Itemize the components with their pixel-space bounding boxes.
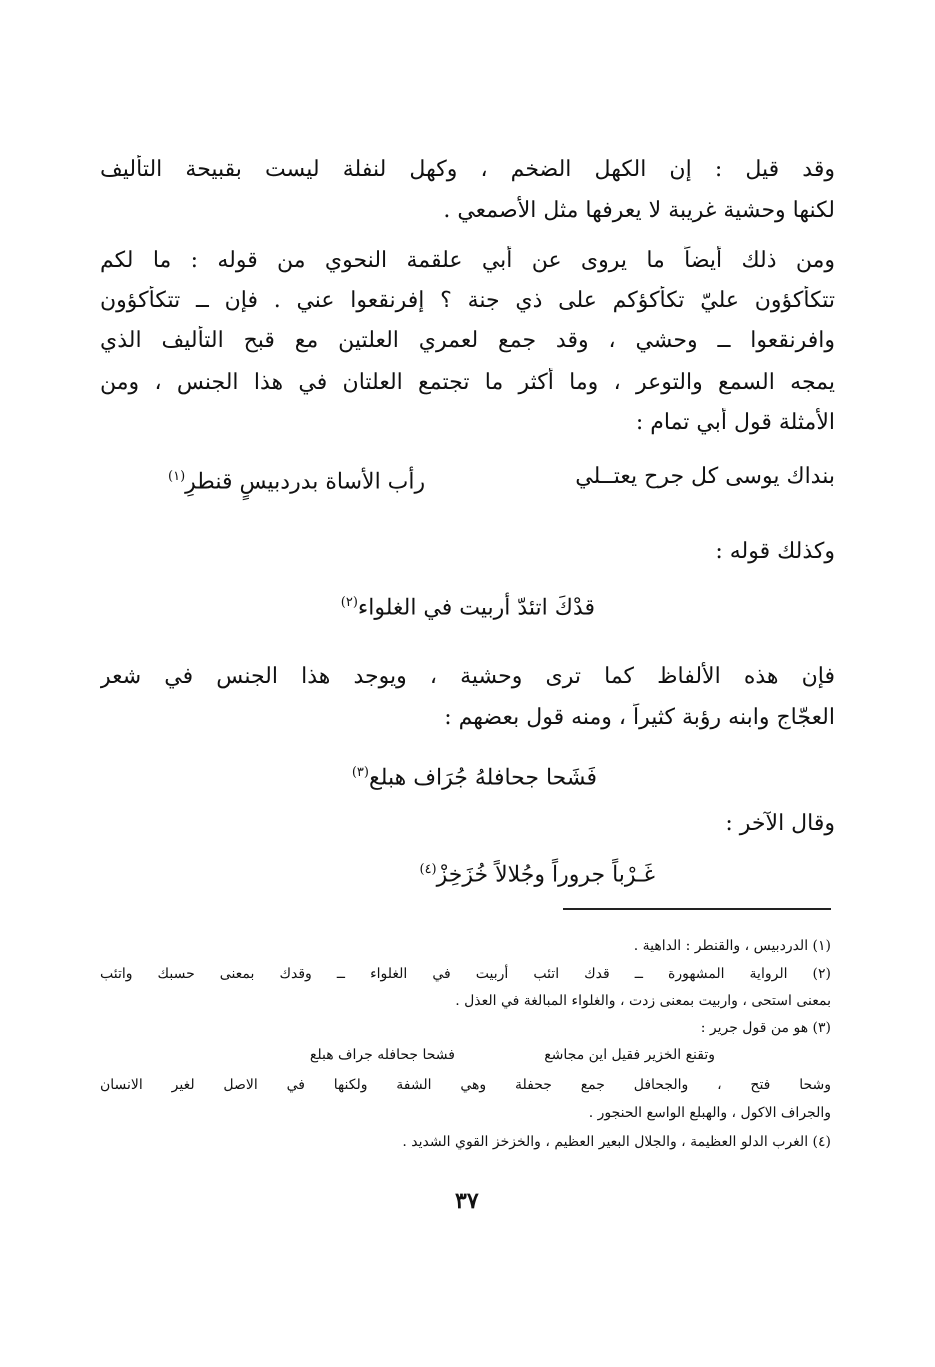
paragraph3-line2: العجّاج وابنه رؤبة كثيراً ، ومنه قول بعضهم : (444, 705, 835, 730)
intro2-line: وكذلك قوله : (715, 539, 835, 564)
paragraph2-line2: تتكأكؤون عليّ تكأكؤكم على ذي جنة ؟ إفرنقعوا عني . فإن ــ تتكأكؤون (100, 288, 835, 313)
verse1-first-text: بنداك يوسى كل جرح يعتــلي (575, 464, 835, 489)
footnote-3-line2: وشحا فتح ، والجحافل جمع جحفلة وهي الشفة ولكنها في الاصل لغير الانسان (100, 1077, 831, 1093)
verse1-footnote-marker: (١) (168, 469, 186, 484)
page-number: ٣٧ (455, 1188, 479, 1214)
paragraph1-line2: لكنها وحشية غريبة لا يعرفها مثل الأصمعي . (443, 198, 835, 223)
footnote-3-line3: والجراف الاكول ، والهبلع الواسع الحنجور . (588, 1105, 831, 1121)
paragraph2-line5: الأمثلة قول أبي تمام : (635, 410, 835, 435)
verse2 (341, 588, 595, 623)
verse4-footnote-marker: (٤) (419, 862, 437, 877)
footnote-2-line2: بمعنى استحى ، واربيت بمعنى زدت ، والغلواء المبالغة في العذل . (455, 993, 831, 1009)
verse2-text: قدْكَ اتئدّ أربيت في الغلواء (357, 595, 595, 621)
verse4 (419, 855, 655, 890)
verse1-second-hemistich (168, 462, 425, 497)
footnote-4: (٤) الغرب الدلو العظيمة ، والجلال البعير العظيم ، والخزخز القوي الشديد . (402, 1134, 831, 1150)
paragraph1-line1: وقد قيل : إن الكهل الضخم ، وكهل لنفلة ليست بقبيحة التأليف (100, 157, 835, 182)
verse4-text: غَـرْباً جروراً وجُلالاً خُزَخِزْ (436, 862, 655, 888)
footnote-1: (١) الدردبيس ، والقنطر : الداهية . (633, 938, 831, 954)
footnote-3-line1: (٣) هو من قول جرير : (700, 1020, 831, 1036)
verse3-text: فَشَحا جحافلهُ جُرَاف هبلع (368, 765, 597, 791)
footnote-3-verse-second: فشحا جحافله جراف هبلع (309, 1047, 455, 1063)
footnote-separator (563, 908, 831, 910)
intro4-line: وقال الآخر : (725, 811, 835, 836)
verse3 (352, 758, 597, 793)
verse2-footnote-marker: (٢) (340, 595, 358, 610)
paragraph2-line3: وافرنقعوا ــ وحشي ، وقد جمع لعمري العلتين مع قبح التأليف الذي (100, 328, 835, 353)
footnote-2-line1: (٢) الرواية المشهورة ــ قدك اتئب أربيت في الغلواء ــ وقدك بمعنى حسبك واتئب (100, 966, 831, 982)
paragraph3-line1: فإن هذه الألفاظ كما ترى وحشية ، ويوجد هذا الجنس في شعر (100, 664, 835, 689)
paragraph2-line1: ومن ذلك أيضاً ما يروى عن أبي علقمة النحوي من قوله : ما لكم (100, 248, 835, 273)
footnote-3-verse-first: وتقنع الخزير فقيل اين مجاشع (544, 1047, 715, 1063)
verse1-second-text: رأب الأساة بدردبيسٍ قنطرِ (185, 469, 426, 495)
verse3-footnote-marker: (٣) (351, 765, 369, 780)
verse1-first-hemistich (575, 462, 835, 492)
paragraph2-line4: يمجه السمع والتوعر ، وما أكثر ما تجتمع العلتان في هذا الجنس ، ومن (100, 370, 835, 395)
